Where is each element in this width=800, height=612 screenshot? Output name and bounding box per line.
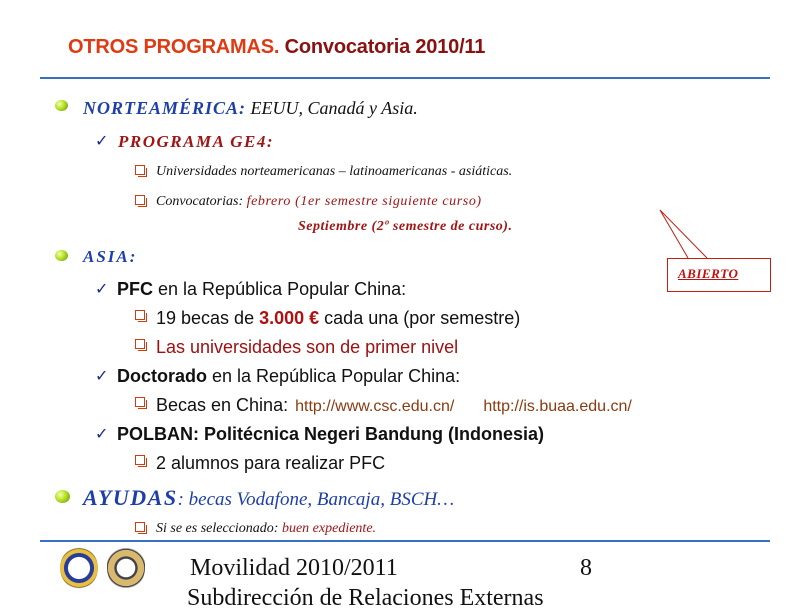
bottom-divider xyxy=(40,540,770,542)
checkbox-square-icon xyxy=(135,195,145,205)
checkmark-icon: ✓ xyxy=(95,131,109,150)
checkbox-square-icon xyxy=(135,455,145,465)
checkbox-square-icon xyxy=(135,522,145,532)
title-part2: Convocatoria 2010/11 xyxy=(284,36,486,58)
status-badge-label: ABIERTO xyxy=(678,266,739,281)
polban-item: 2 alumnos para realizar PFC xyxy=(156,453,386,473)
doctorado-line xyxy=(117,366,460,387)
title-part1: OTROS PROGRAMAS. xyxy=(68,36,280,58)
convocatorias-value: febrero (1er semestre siguiente curso) xyxy=(246,194,482,209)
checkmark-icon: ✓ xyxy=(95,366,109,385)
bullet-icon xyxy=(55,100,68,111)
becas-china-prefix: Becas en China: xyxy=(156,395,289,415)
doctorado-item xyxy=(156,395,632,416)
asia-label: ASIA: xyxy=(83,247,138,266)
checkmark-icon: ✓ xyxy=(95,279,109,298)
checkbox-square-icon xyxy=(135,165,145,175)
becas-before: 19 becas de xyxy=(156,308,255,328)
footer-subtitle: Subdirección de Relaciones Externas xyxy=(187,585,544,611)
checkmark-icon: ✓ xyxy=(95,424,109,443)
csc-link[interactable]: http://www.csc.edu.cn/ xyxy=(295,398,455,415)
ayudas-text: : becas Vodafone, Bancaja, BSCH… xyxy=(177,489,455,510)
ayudas-label: AYUDAS xyxy=(83,485,178,510)
checkbox-square-icon xyxy=(135,339,145,349)
pfc-bold: PFC xyxy=(117,279,153,299)
norteamerica-line xyxy=(83,98,418,119)
ayudas-item xyxy=(156,521,376,537)
doctorado-text: en la República Popular China: xyxy=(212,366,461,386)
bullet-icon xyxy=(55,490,70,503)
university-seal-icon xyxy=(60,547,98,589)
convocatorias-line2: Septiembre (2º semestre de curso). xyxy=(298,219,513,234)
footer-title: Movilidad 2010/2011 xyxy=(190,555,398,581)
ayudas-line xyxy=(83,485,454,511)
callout-pointer xyxy=(655,205,735,265)
programa-item-1: Universidades norteamericanas – latinoamericanas - asiáticas. xyxy=(156,164,513,179)
programa-item-2 xyxy=(156,194,482,210)
seleccionado-prefix: Si se es seleccionado: xyxy=(156,521,279,536)
bullet-icon xyxy=(55,250,68,261)
pfc-line xyxy=(117,279,406,300)
pfc-item-2: Las universidades son de primer nivel xyxy=(156,337,459,357)
checkbox-square-icon xyxy=(135,397,145,407)
pfc-text: en la República Popular China: xyxy=(158,279,407,299)
norteamerica-label: NORTEAMÉRICA: xyxy=(83,98,247,118)
norteamerica-text: EEUU, Canadá y Asia. xyxy=(250,98,418,118)
top-divider xyxy=(40,77,770,79)
programa-label: PROGRAMA GE4: xyxy=(118,132,274,151)
becas-amount: 3.000 € xyxy=(259,308,320,328)
convocatorias-prefix: Convocatorias: xyxy=(156,194,244,209)
pfc-item-1 xyxy=(156,308,520,329)
doctorado-bold: Doctorado xyxy=(117,366,207,386)
page-number: 8 xyxy=(580,555,592,581)
polban-line: POLBAN: Politécnica Negeri Bandung (Indonesia) xyxy=(117,424,545,444)
school-crest-icon xyxy=(107,545,145,591)
seleccionado-value: buen expediente. xyxy=(281,521,377,536)
page-title xyxy=(68,36,485,59)
buaa-link[interactable]: http://is.buaa.edu.cn/ xyxy=(483,398,632,415)
becas-after: cada una (por semestre) xyxy=(324,308,521,328)
status-badge xyxy=(667,258,771,292)
checkbox-square-icon xyxy=(135,310,145,320)
